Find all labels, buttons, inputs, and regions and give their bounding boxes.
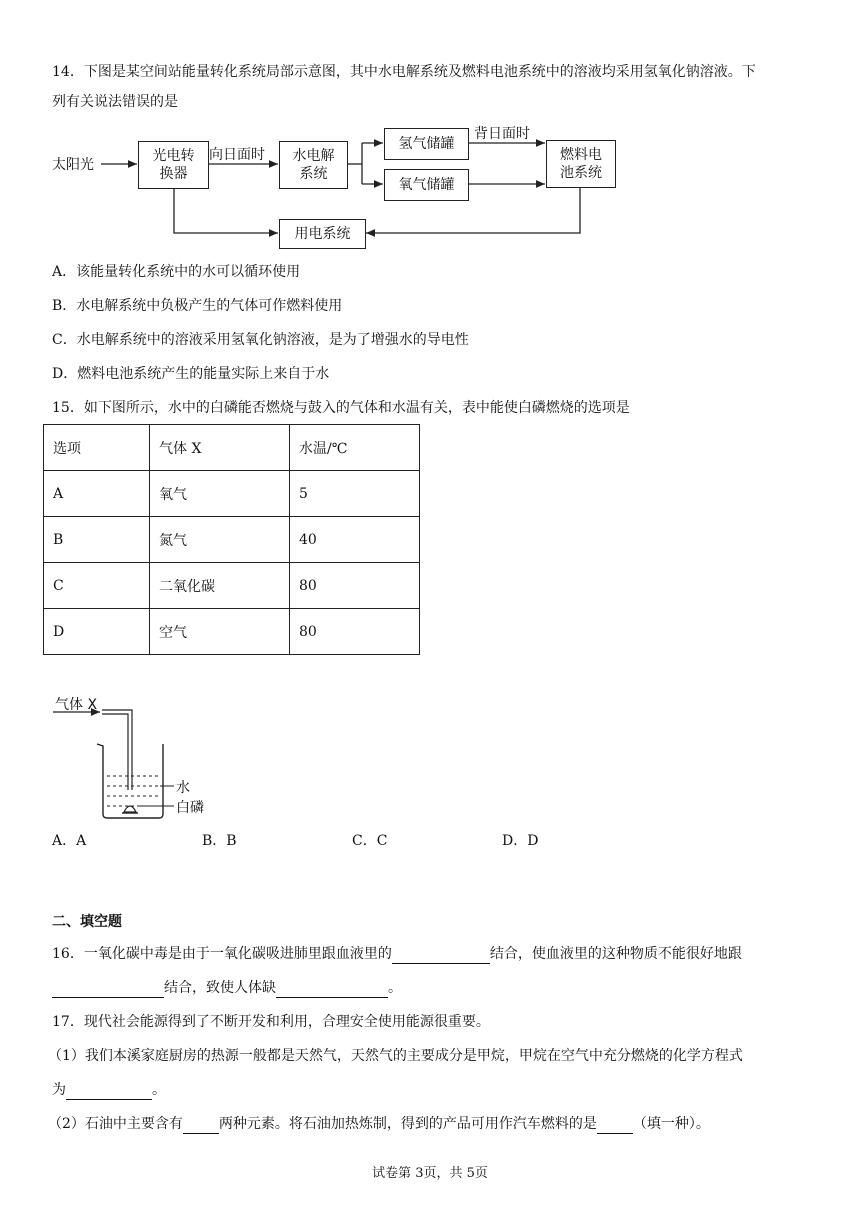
q17-sub2-text-a: （2）石油中主要含有	[48, 1116, 183, 1132]
converter-text-1: 光电转	[152, 148, 195, 164]
q16-blank-3	[276, 981, 388, 998]
fuelcell-text-1: 燃料电	[560, 147, 602, 163]
phosphorus-label: 白磷	[176, 800, 204, 816]
table-cell: 氮气	[150, 517, 290, 563]
q15-choice-d: D．D	[502, 833, 539, 849]
q16-line1	[52, 944, 742, 964]
table-cell: 80	[290, 609, 420, 655]
q15-stem: 15．如下图所示，水中的白磷能否燃烧与鼓入的气体和水温有关，表中能使白磷燃烧的选项是	[52, 400, 630, 416]
table-cell: D	[44, 609, 150, 655]
q14-stem-line2: 列有关说法错误的是	[52, 94, 178, 110]
q16-blank-2	[52, 981, 164, 998]
shade-side-label: 背日面时	[474, 126, 530, 142]
sunny-side-label: 向日面时	[209, 147, 265, 163]
q17-blank-1	[66, 1083, 152, 1100]
table-header-cell: 选项	[44, 425, 150, 471]
table-cell: A	[44, 471, 150, 517]
gas-x-label: 气体 X	[55, 697, 98, 713]
white-phosphorus-shape	[124, 806, 136, 812]
q14-option-a: A．该能量转化系统中的水可以循环使用	[52, 264, 301, 280]
sunlight-label: 太阳光	[52, 157, 94, 173]
table-cell: B	[44, 517, 150, 563]
table-cell: C	[44, 563, 150, 609]
q17-sub1-text-a: 为	[52, 1082, 66, 1098]
q16-text-3: 结合，致使人体缺	[164, 980, 276, 996]
q15-choice-c: C．C	[352, 833, 388, 849]
table-cell: 80	[290, 563, 420, 609]
electrolysis-text-1: 水电解	[292, 148, 335, 164]
q17-sub2-text-b: 两种元素。将石油加热炼制，得到的产品可用作汽车燃料的是	[218, 1116, 597, 1132]
q16-blank-1	[392, 947, 490, 964]
table-cell: 氧气	[150, 471, 290, 517]
q14-option-c: C．水电解系统中的溶液采用氢氧化钠溶液，是为了增强水的导电性	[52, 332, 469, 348]
q16-text-4: 。	[388, 980, 402, 996]
q17-sub1-text-b: 。	[152, 1082, 166, 1098]
fuelcell-text-2: 池系统	[560, 165, 602, 181]
q17-sub2-line	[48, 1114, 710, 1134]
q16-text-1: 16．一氧化碳中毒是由于一氧化碳吸进肺里跟血液里的	[52, 946, 392, 962]
table-cell: 40	[290, 517, 420, 563]
q17-blank-2	[183, 1117, 219, 1134]
q14-option-b: B．水电解系统中负极产生的气体可作燃料使用	[52, 298, 343, 314]
q16-text-2: 结合，使血液里的这种物质不能很好地跟	[489, 946, 742, 962]
converter-text-2: 换器	[159, 166, 188, 182]
q15-choice-a: A．A	[52, 833, 87, 849]
q15-choice-b: B．B	[202, 833, 237, 849]
q17-sub1-line2	[52, 1080, 166, 1100]
electrolysis-text-2: 系统	[299, 166, 328, 182]
q14-option-d: D．燃料电池系统产生的能量实际上来自于水	[52, 366, 330, 382]
water-label: 水	[176, 780, 190, 796]
q17-blank-3	[597, 1117, 633, 1134]
section-title: 二、填空题	[52, 914, 122, 930]
page-footer: 试卷第 3页，共 5页	[372, 1166, 488, 1181]
table-cell: 空气	[150, 609, 290, 655]
q17-sub2-text-c: （填一种）。	[632, 1116, 710, 1132]
hydrogen-tank-text: 氢气储罐	[398, 136, 455, 152]
table-header-cell: 气体 X	[150, 425, 290, 471]
water-dashes	[107, 776, 159, 806]
q14-stem-line1: 14．下图是某空间站能量转化系统局部示意图，其中水电解系统及燃料电池系统中的溶液均采用氢氧化钠溶液。下	[52, 64, 756, 80]
q17-sub1-line1: （1）我们本溪家庭厨房的热源一般都是天然气，天然气的主要成分是甲烷，甲烷在空气中充分燃烧的化学方程式	[48, 1048, 743, 1064]
table-cell: 二氧化碳	[150, 563, 290, 609]
table-cell: 5	[290, 471, 420, 517]
oxygen-tank-text: 氧气储罐	[398, 177, 455, 193]
q16-line2	[52, 978, 402, 998]
table-header-cell: 水温/℃	[290, 425, 420, 471]
q17-stem: 17．现代社会能源得到了不断开发和利用，合理安全使用能源很重要。	[52, 1014, 490, 1030]
power-system-text: 用电系统	[294, 226, 351, 242]
